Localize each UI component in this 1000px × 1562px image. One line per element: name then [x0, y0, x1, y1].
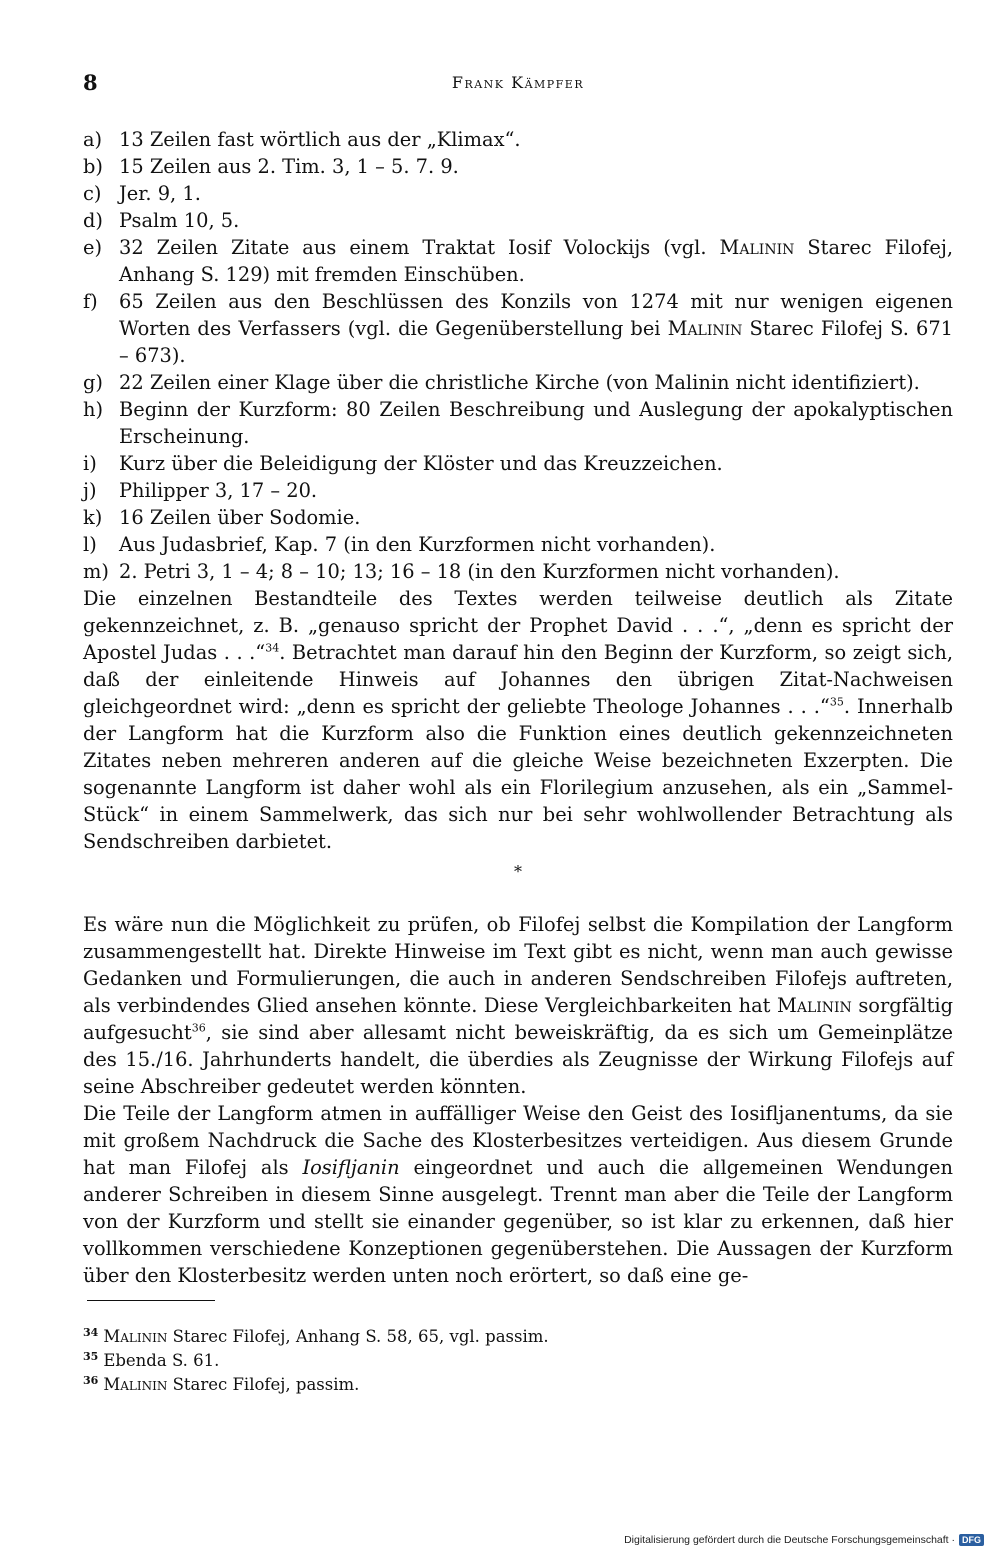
- list-item: f) 65 Zeilen aus den Beschlüssen des Konzils von 1274 mit nur wenigen eigenen Worten des Verfassers (vgl. die Gegenüberstellung bei Malinin Starec Filofej S. 671 – 673).: [83, 290, 954, 367]
- list-item: l) Aus Judasbrief, Kap. 7 (in den Kurzformen nicht vorhanden).: [83, 533, 716, 556]
- list-item: c) Jer. 9, 1.: [83, 182, 201, 205]
- list-item: g) 22 Zeilen einer Klage über die christliche Kirche (von Malinin nicht identifiziert).: [83, 371, 920, 394]
- list-item: i) Kurz über die Beleidigung der Klöster und das Kreuzzeichen.: [83, 452, 723, 475]
- footnote-rule: [87, 1300, 215, 1301]
- list-item: k) 16 Zeilen über Sodomie.: [83, 506, 361, 529]
- page-number: 8: [83, 70, 98, 95]
- list-item: e) 32 Zeilen Zitate aus einem Traktat Iosif Volockijs (vgl. Malinin Starec Filofej, Anhang S. 129) mit fremden Einschüben.: [83, 236, 953, 286]
- paragraph-compilation: Es wäre nun die Möglichkeit zu prüfen, ob Filofej selbst die Kompilation der Langform zusammengestellt hat. Direkte Hinweise im Text gibt es nicht, wenn man auch gewisse Gedanken und Formulierungen, die auch in anderen Sendschreiben Filofejs auftreten, als verbindendes Glied ansehen könnte. Diese Vergleichbarkeiten hat Malinin sorgfältig aufgesucht$^{36}$, sie sind aber allesamt nicht beweiskräftig, da es sich um Gemeinplätze des 15./16. Jahrhunderts handelt, die überdies als Zeugnisse der Wirkung Filofejs auf seine Abschreiber gedeutet werden könnten.: [83, 913, 953, 1098]
- running-head-author: Frank Kämpfer: [451, 73, 585, 92]
- section-separator: *: [514, 862, 522, 881]
- footnote-ref: 35: [829, 695, 844, 709]
- footnote: $^{35}$ Ebenda S. 61.: [83, 1349, 220, 1370]
- list-item: b) 15 Zeilen aus 2. Tim. 3, 1 – 5. 7. 9.: [83, 155, 459, 178]
- running-header: [83, 70, 953, 100]
- footnote-ref: 36: [191, 1021, 206, 1035]
- dfg-logo: DFG: [959, 1534, 984, 1546]
- digitization-credit: Digitalisierung gefördert durch die Deutsche Forschungsgemeinschaft · DFG: [624, 1534, 984, 1546]
- list-item: j) Philipper 3, 17 – 20.: [83, 479, 318, 502]
- list-item: d) Psalm 10, 5.: [83, 209, 240, 232]
- paragraph-iosifljanentum: Die Teile der Langform atmen in auffälliger Weise den Geist des Iosifljanentums, da sie mit großem Nachdruck die Sache des Klosterbesitzes verteidigen. Aus diesem Grunde hat man Filofej als Iosifljanin eingeordnet und auch die allgemeinen Wendungen anderer Schreiben in diesem Sinne ausgelegt. Trennt man aber die Teile der Langform von der Kurzform und stellt sie einander gegenüber, so ist klar zu erkennen, daß hier vollkommen verschiedene Konzeptionen gegenüberstehen. Die Aussagen der Kurzform über den Klosterbesitz werden unten noch erörtert, so daß eine ge-: [83, 1102, 953, 1287]
- footnote: $^{36}$ Malinin Starec Filofej, passim.: [83, 1373, 360, 1394]
- excerpt-list: [83, 126, 953, 585]
- footnote: $^{34}$ Malinin Starec Filofej, Anhang S. 58, 65, vgl. passim.: [83, 1325, 549, 1346]
- list-item: m) 2. Petri 3, 1 – 4; 8 – 10; 13; 16 – 18 (in den Kurzformen nicht vorhanden).: [83, 560, 840, 583]
- main-text: [83, 126, 953, 1289]
- footnotes: [83, 1325, 953, 1397]
- footnote-ref: 34: [265, 641, 280, 655]
- list-item: a) 13 Zeilen fast wörtlich aus der „Klimax“.: [83, 128, 521, 151]
- paragraph-florilegium: Die einzelnen Bestandteile des Textes werden teilweise deutlich als Zitate gekennzeichnet, z. B. „genauso spricht der Prophet David . . .“, „denn es spricht der Apostel Judas . . .“$^{34}$. Betrachtet man darauf hin den Beginn der Kurzform, so zeigt sich, daß der einleitende Hinweis auf Johannes den übrigen Zitat-Nachweisen gleichgeordnet wird: „denn es spricht der geliebte Theologe Johannes . . .“$^{35}$. Innerhalb der Langform hat die Kurzform also die Funktion eines deutlich gekennzeichneten Zitates neben mehreren anderen auf die gleiche Weise bezeichneten Exzerpten. Die sogenannte Langform ist daher wohl als ein Florilegium anzusehen, als ein „Sammel-Stück“ in einem Sammelwerk, das sich nur bei sehr wohlwollender Betrachtung als Sendschreiben darbietet.: [83, 587, 954, 853]
- list-item: h) Beginn der Kurzform: 80 Zeilen Beschreibung und Auslegung der apokalyptischen Erscheinung.: [83, 398, 953, 448]
